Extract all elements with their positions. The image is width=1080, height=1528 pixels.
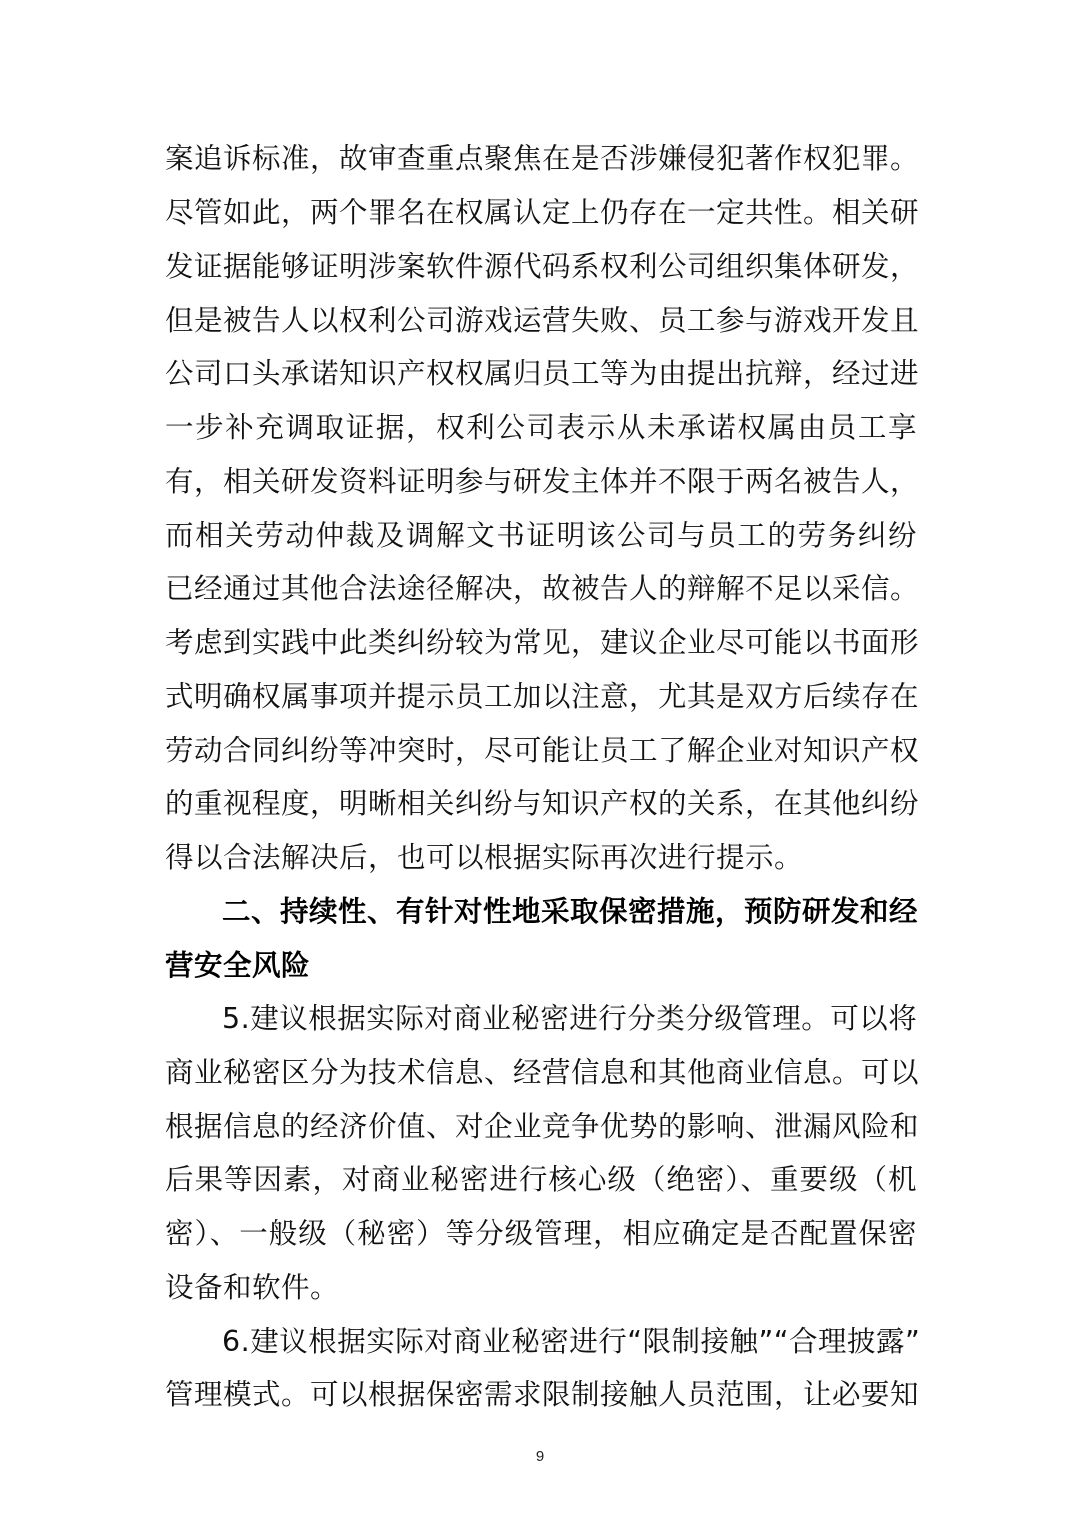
body-line-11: 式明确权属事项并提示员工加以注意，尤其是双方后续存在 — [165, 680, 920, 713]
body-line-12: 劳动合同纠纷等冲突时，尽可能让员工了解企业对知识产权 — [165, 734, 920, 767]
para6-line-2: 管理模式。可以根据保密需求限制接触人员范围，让必要知 — [165, 1378, 920, 1411]
body-line-1: 案追诉标准，故审查重点聚焦在是否涉嫌侵犯著作权犯罪。 — [165, 142, 920, 175]
body-line-10: 考虑到实践中此类纠纷较为常见，建议企业尽可能以书面形 — [165, 626, 920, 659]
body-line-4: 但是被告人以权利公司游戏运营失败、员工参与游戏开发且 — [165, 304, 920, 337]
para5-line-3: 根据信息的经济价值、对企业竞争优势的影响、泄漏风险和 — [165, 1110, 920, 1143]
body-line-2: 尽管如此，两个罪名在权属认定上仍存在一定共性。相关研 — [165, 196, 920, 229]
body-line-5: 公司口头承诺知识产权权属归员工等为由提出抗辩，经过进 — [165, 357, 920, 390]
para5-line-1: 5.建议根据实际对商业秘密进行分类分级管理。可以将 — [222, 1002, 918, 1035]
section-heading-line-2: 营安全风险 — [165, 949, 311, 982]
body-line-8: 而相关劳动仲裁及调解文书证明该公司与员工的劳务纠纷 — [165, 519, 917, 552]
para5-line-2: 商业秘密区分为技术信息、经营信息和其他商业信息。可以 — [165, 1056, 920, 1089]
para5-line-5: 密）、一般级（秘密）等分级管理，相应确定是否配置保密 — [165, 1217, 917, 1250]
body-line-7: 有，相关研发资料证明参与研发主体并不限于两名被告人， — [165, 465, 920, 498]
para6-line-1: 6.建议根据实际对商业秘密进行“限制接触”“合理披露” — [222, 1325, 921, 1358]
body-line-13: 的重视程度，明晰相关纠纷与知识产权的关系，在其他纠纷 — [165, 787, 920, 820]
section-heading-line-1: 二、持续性、有针对性地采取保密措施，预防研发和经 — [222, 895, 919, 928]
body-line-3: 发证据能够证明涉案软件源代码系权利公司组织集体研发， — [165, 250, 920, 283]
page-number: 9 — [535, 1448, 545, 1465]
body-line-9: 已经通过其他合法途径解决，故被告人的辩解不足以采信。 — [165, 572, 920, 605]
body-line-14: 得以合法解决后，也可以根据实际再次进行提示。 — [165, 841, 804, 874]
body-line-6: 一步补充调取证据，权利公司表示从未承诺权属由员工享 — [165, 411, 917, 444]
para5-line-6: 设备和软件。 — [165, 1271, 340, 1304]
para5-line-4: 后果等因素，对商业秘密进行核心级（绝密）、重要级（机 — [165, 1163, 917, 1196]
